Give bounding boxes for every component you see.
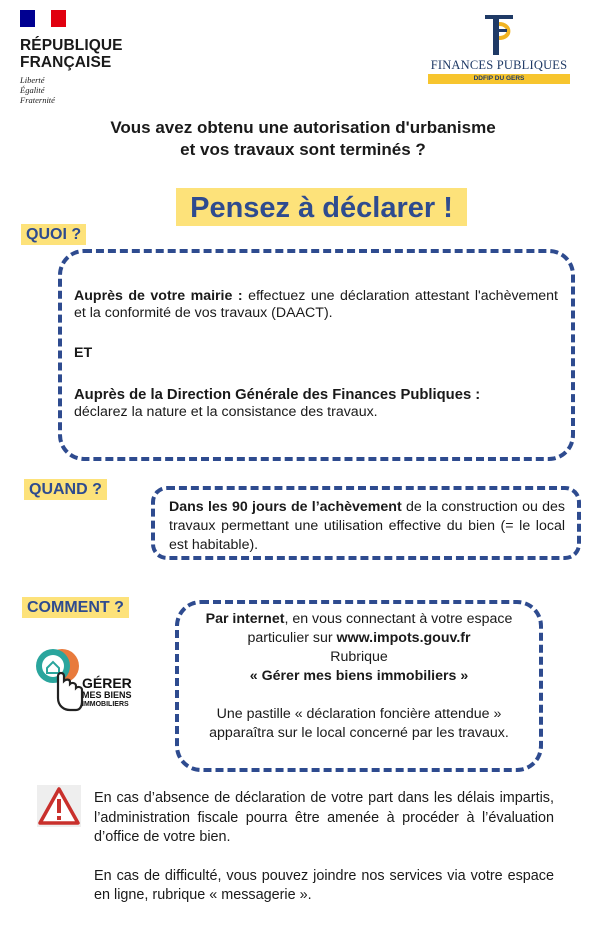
- section-label-quoi: QUOI ?: [21, 224, 86, 245]
- comment-text: Par internet, en vous connectant à votre espace particulier sur www.impots.gouv.fr Rubrique « Gérer mes biens immobiliers » Une pastille « déclaration foncière attendue » apparaîtra sur le local concerné par les travaux.: [185, 610, 533, 743]
- comment-internet: Par internet, en vous connectant à votre espace particulier sur www.impots.gouv.fr: [205, 611, 513, 646]
- comment-box: [175, 600, 543, 772]
- republique-francaise-logo: [20, 10, 160, 105]
- headline: Pensez à déclarer !: [176, 188, 467, 226]
- comment-pastille: Une pastille « déclaration foncière attendue » apparaîtra sur le local concerné par les travaux.: [209, 706, 509, 741]
- warning-paragraph-1: En cas d’absence de déclaration de votre part dans les délais impartis, l’administration fiscale pourra être amenée à procéder à l’évaluation d’office de votre bien.: [94, 790, 554, 845]
- section-label-quand: QUAND ?: [24, 479, 107, 500]
- french-flag-icon: [20, 10, 66, 27]
- rf-motto: Liberté Égalité Fraternité: [20, 75, 55, 105]
- warning-paragraph-2: En cas de difficulté, vous pouvez joindre nos services via votre espace en ligne, rubrique « messagerie ».: [94, 867, 554, 903]
- warning-text: [94, 789, 554, 906]
- fp-emblem-icon: [479, 12, 519, 58]
- gerer-mes-biens-logo: [36, 646, 146, 716]
- quand-text: Dans les 90 jours de l’achèvement de la construction ou des travaux permettant une utilisation effective du bien (= le local est habitable).: [169, 499, 566, 553]
- quoi-box: [58, 249, 575, 461]
- quoi-dgfip: Auprès de la Direction Générale des Finances Publiques : déclarez la nature et la consistance des travaux.: [74, 387, 481, 420]
- quand-box: [151, 486, 581, 560]
- impots-link[interactable]: www.impots.gouv.fr: [336, 630, 471, 646]
- rf-name: RÉPUBLIQUE FRANÇAISE: [20, 37, 123, 71]
- section-label-comment: COMMENT ?: [22, 597, 129, 618]
- warning-icon: [37, 785, 81, 827]
- finances-publiques-logo: [428, 12, 570, 84]
- house-hand-icon: [36, 646, 84, 716]
- fp-subtitle: DDFIP DU GERS: [428, 74, 570, 84]
- gerer-logo-text: GÉRER MES BIENS IMMOBILIERS: [82, 675, 132, 708]
- quoi-et: ET: [74, 345, 93, 361]
- quoi-mairie: Auprès de votre mairie : effectuez une déclaration attestant l'achèvement et la conformité de vos travaux (DAACT).: [74, 288, 558, 321]
- intro-question: Vous avez obtenu une autorisation d'urbanisme et vos travaux sont terminés ?: [110, 118, 496, 159]
- fp-name: FINANCES PUBLIQUES: [430, 58, 568, 72]
